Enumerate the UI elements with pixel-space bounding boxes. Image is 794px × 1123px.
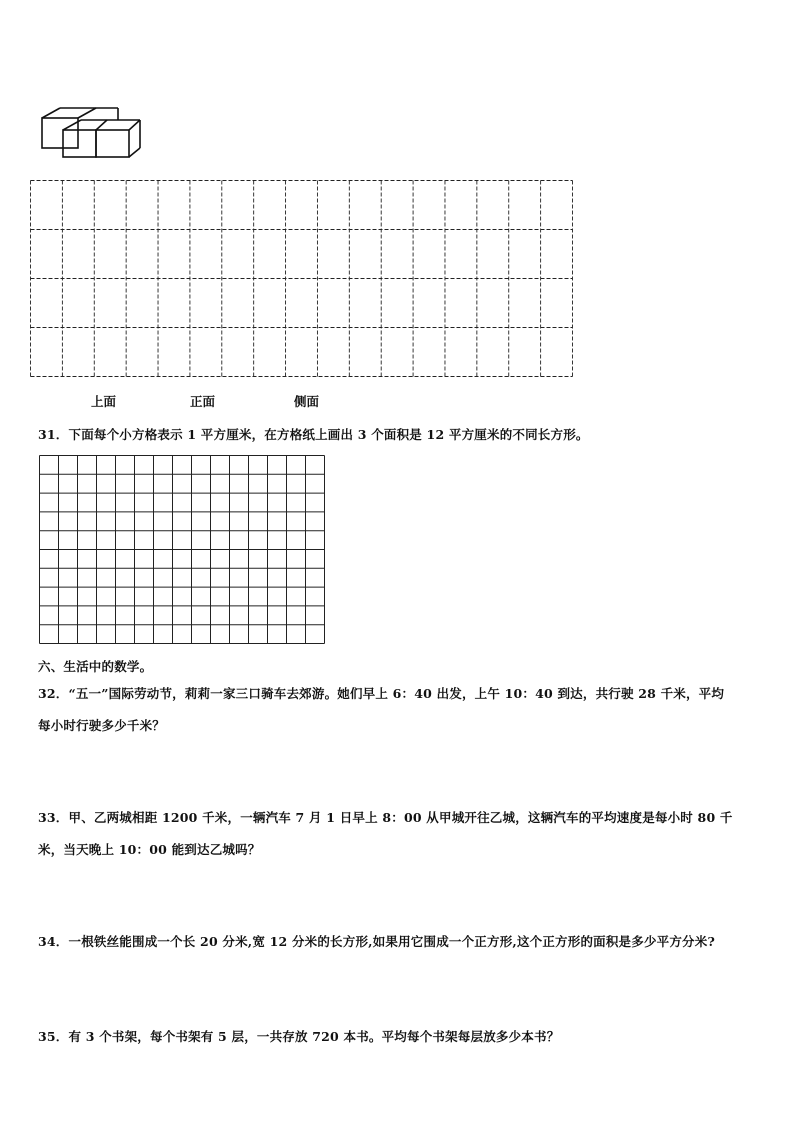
question-34: 34．一根铁丝能围成一个长 20 分米,宽 12 分米的长方形,如果用它围成一个正方形,这个正方形的面积是多少平方分米? — [38, 934, 715, 949]
section-6-title: 六、生活中的数学。 — [38, 659, 153, 674]
question-31: 31．下面每个小方格表示 1 平方厘米，在方格纸上画出 3 个面积是 12 平方厘米的不同长方形。 — [38, 427, 589, 442]
square-grid-paper — [39, 455, 326, 645]
cube-figure — [38, 104, 144, 160]
label-side-view: 侧面 — [294, 394, 320, 409]
question-32-line1: 32．“五一”国际劳动节，莉莉一家三口骑车去郊游。她们早上 6：40 出发，上午 10：40 到达，共行驶 28 千米，平均 — [38, 686, 725, 701]
label-front-view: 正面 — [190, 394, 216, 409]
question-33-line2: 米，当天晚上 10：00 能到达乙城吗？ — [38, 842, 261, 857]
question-33-line1: 33．甲、乙两城相距 1200 千米，一辆汽车 7 月 1 日早上 8：00 从甲城开往乙城，这辆汽车的平均速度是每小时 80 千 — [38, 810, 733, 825]
label-top-view: 上面 — [91, 394, 117, 409]
question-32-line2: 每小时行驶多少千米？ — [38, 718, 166, 733]
dashed-view-grid — [30, 180, 574, 378]
question-35: 35．有 3 个书架，每个书架有 5 层，一共存放 720 本书。平均每个书架每层放多少本书？ — [38, 1029, 560, 1044]
